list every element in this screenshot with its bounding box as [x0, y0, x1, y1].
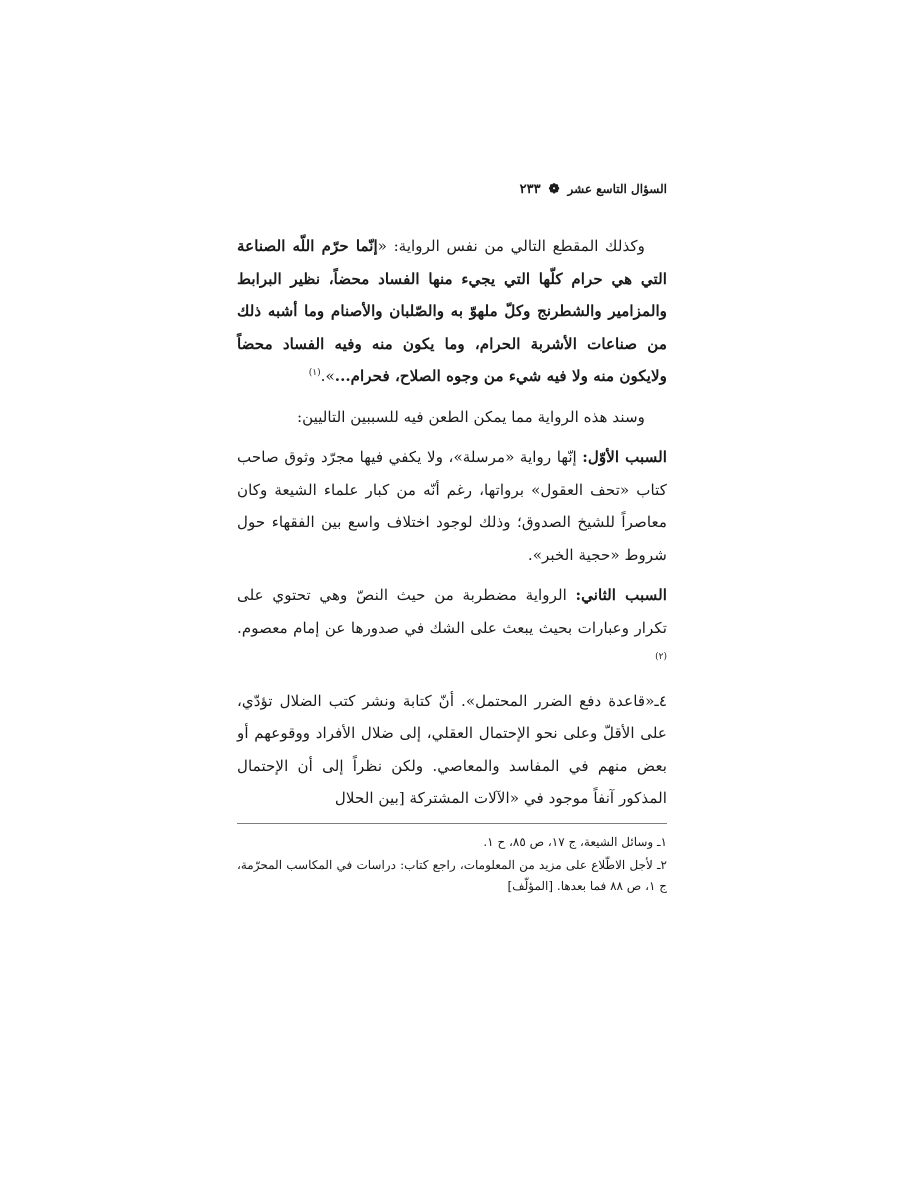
reason-1-text: إنّها رواية «مرسلة»، ولا يكفي فيها مجرّد وثوق صاحب كتاب «تحف العقول» برواتها، رغم أنّه من كبار علماء الشيعة وكان معاصراً للشيخ الصدوق؛ وذلك لوجود اختلاف واسع بين الفقهاء حول شروط «حجية الخبر».: [237, 448, 667, 564]
paragraph-reason-2: [237, 579, 667, 677]
paragraph-quote: [237, 230, 667, 393]
footnote-1: ١ـ وسائل الشيعة، ج ١٧، ص ٨٥، ح ١.: [483, 834, 667, 849]
paragraph-reason-1: [237, 441, 667, 571]
quote-tail: ».: [320, 367, 335, 385]
body-text: [237, 230, 667, 815]
footnotes: [237, 832, 667, 897]
footnote-2: ٢ـ لأجل الاطّلاع على مزيد من المعلومات، راجع كتاب: دراسات في المكاسب المحرّمة، ج ١، ص ٨٨ فما بعدها. [المؤلّف]: [237, 857, 667, 893]
quote-lead: وكذلك المقطع التالي من نفس الرواية: «: [377, 237, 645, 255]
reason-2-label: السبب الثاني:: [575, 586, 668, 604]
page-number: ٢٣٣: [519, 181, 541, 197]
footnote-ref-2: (٢): [655, 651, 667, 662]
running-header: [237, 178, 667, 200]
reason-1-label: السبب الأوّل:: [582, 448, 667, 466]
chapter-title: السؤال التاسع عشر: [567, 182, 667, 196]
footnote-ref-1: (١): [308, 367, 321, 378]
reason-2-text: الرواية مضطربة من حيث النصّ وهي تحتوي على تكرار وعبارات بحيث يبعث على الشك في صدورها عن إمام معصوم.: [237, 586, 667, 637]
flower-ornament-icon: ❁: [548, 181, 560, 197]
footnote-divider: [237, 823, 667, 824]
paragraph-sanad: وسند هذه الرواية مما يمكن الطعن فيه للسببين التاليين:: [296, 407, 645, 426]
paragraph-rule-4: ٤ـ«قاعدة دفع الضرر المحتمل». أنّ كتابة ونشر كتب الضلال تؤدّي، على الأقلّ وعلى نحو الإحتمال العقلي، إلى ضلال الأفراد ووقوعهم أو بعض منهم في المفاسد والمعاصي. ولكن نظراً إلى أن الإحتمال المذكور آنفاً موجود في «الآلات المشتركة [بين الحلال: [237, 691, 667, 807]
quote-bold: إنّما حرّم اللّه الصناعة التي هي حرام كلّها التي يجيء منها الفساد محضاً، نظير البرابط والمزامير والشطرنج وكلّ ملهوّ به والصّلبان والأصنام وما أشبه ذلك من صناعات الأشربة الحرام، وما يكون منه وفيه الفساد محضاً ولايكون منه ولا فيه شيء من وجوه الصلاح، فحرام...: [237, 237, 667, 385]
book-page: [237, 178, 667, 899]
